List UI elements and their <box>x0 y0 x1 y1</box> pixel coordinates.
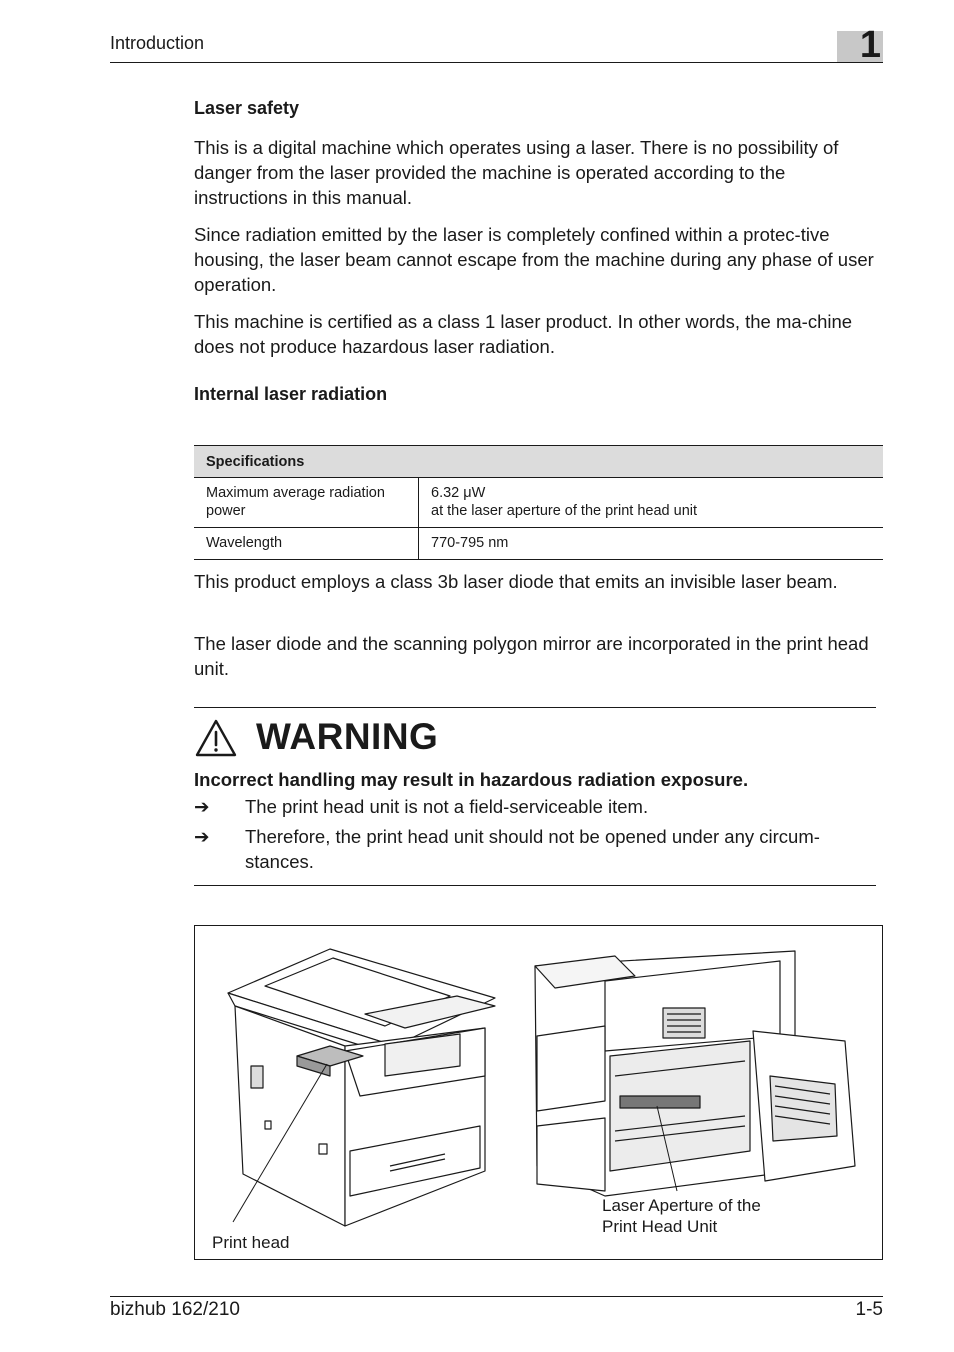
arrow-icon: ➔ <box>194 796 210 817</box>
spec-label: Maximum average radiation power <box>194 478 419 528</box>
figure-label-line: Laser Aperture of the <box>602 1196 761 1215</box>
spec-value-line: 6.32 μW <box>431 485 486 501</box>
warning-triangle-icon <box>194 718 238 758</box>
paragraph: This product employs a class 3b laser diode that emits an invisible laser beam. <box>194 571 838 592</box>
open-copier-drawing <box>535 951 855 1196</box>
footer-page-number: 1-5 <box>855 1299 883 1320</box>
spec-value <box>419 478 884 528</box>
figure-label-aperture <box>602 1195 761 1237</box>
paragraph: Since radiation emitted by the laser is completely confined within a protec-tive housing, the laser beam cannot escape from the machine during any phase of user operation. <box>194 224 874 295</box>
warning-top-rule <box>194 707 876 708</box>
footer-model: bizhub 162/210 <box>110 1299 240 1320</box>
table-header-row <box>194 446 883 478</box>
section-heading-internal-laser: Internal laser radiation <box>194 384 388 404</box>
figure-label-line: Print Head Unit <box>602 1217 718 1236</box>
spec-value-line: at the laser aperture of the print head unit <box>431 503 698 519</box>
running-header: Introduction <box>110 33 205 53</box>
paragraph: This is a digital machine which operates using a laser. There is no possibility of danger from the laser provided the machine is operated according to the instructions in this manual. <box>194 137 839 208</box>
paragraph: The laser diode and the scanning polygon mirror are incorporated in the print head unit. <box>194 633 869 679</box>
copier-drawing <box>228 949 495 1226</box>
table-row <box>194 528 883 560</box>
figure-frame <box>194 925 883 1260</box>
spec-label: Wavelength <box>194 528 419 560</box>
bullet-text: Therefore, the print head unit should not be opened under any circum-stances. <box>245 826 820 872</box>
specifications-table <box>194 445 883 560</box>
table-row <box>194 478 883 528</box>
warning-bullet <box>194 824 894 874</box>
copier-illustration <box>195 926 882 1259</box>
warning-bullet <box>194 794 894 819</box>
arrow-icon: ➔ <box>194 826 210 847</box>
warning-bottom-rule <box>194 885 876 886</box>
warning-statement: Incorrect handling may result in hazardous radiation exposure. <box>194 769 749 790</box>
spec-value: 770-795 nm <box>419 528 884 560</box>
chapter-number: 1 <box>859 24 881 66</box>
bullet-text: The print head unit is not a field-serviceable item. <box>245 796 649 817</box>
header-rule <box>110 62 883 63</box>
figure-label-print-head: Print head <box>212 1233 290 1252</box>
section-heading-laser-safety: Laser safety <box>194 98 300 118</box>
paragraph: This machine is certified as a class 1 laser product. In other words, the ma-chine does not produce hazardous laser radiation. <box>194 311 853 357</box>
footer-rule <box>110 1296 883 1297</box>
table-header: Specifications <box>194 446 883 478</box>
warning-title: WARNING <box>256 716 439 757</box>
